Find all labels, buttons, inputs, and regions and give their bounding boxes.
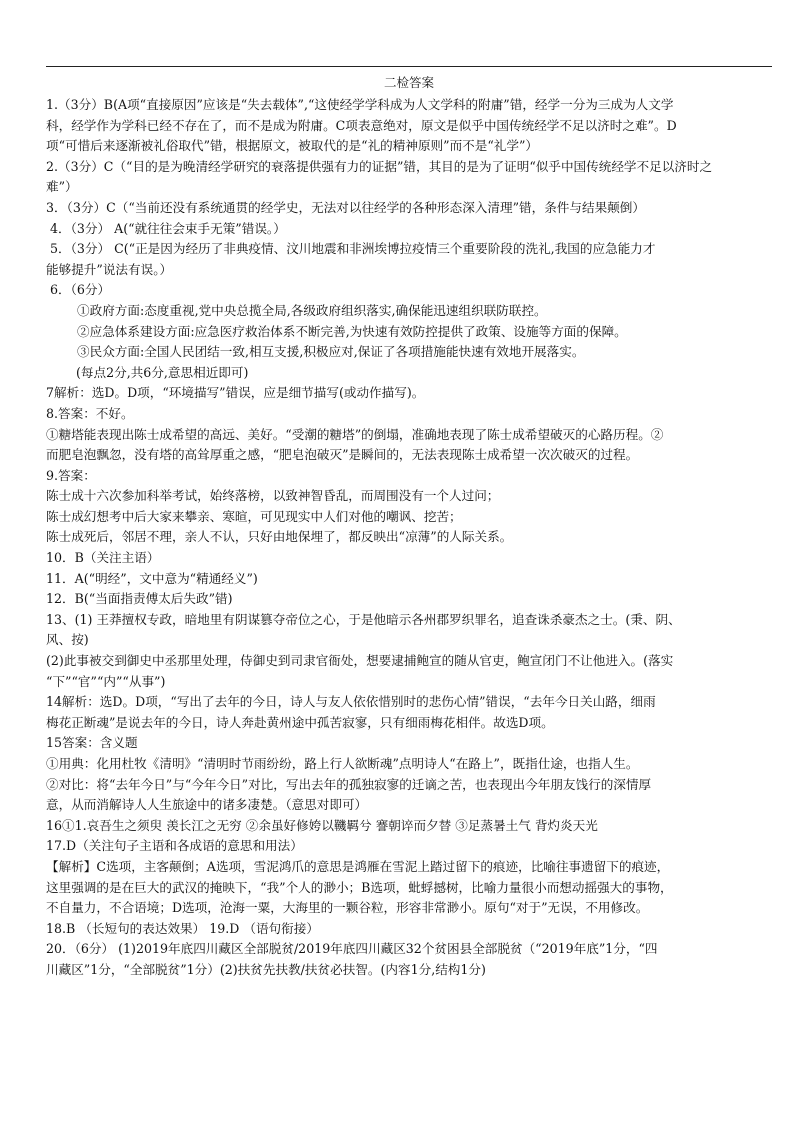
answer-line: 这里强调的是在巨大的武汉的掩映下，“我”个人的渺小；B选项，蚍蜉撼树，比喻力量很小而想动摇强大的事物， [46, 879, 673, 895]
answer-line: 难”） [46, 179, 78, 195]
top-rule [46, 66, 772, 67]
answer-body [46, 95, 772, 981]
answer-line: 4．（3分） A(“就往往会束手无策”错误。） [50, 220, 286, 236]
answer-line: 11．A(“明经”，文中意为“精通经义”) [46, 570, 258, 586]
document-title: 二检答案 [383, 75, 434, 90]
answer-line: 17.D（关注句子主语和各成语的意思和用法） [46, 838, 303, 854]
answer-line: 陈士成幻想考中后大家来攀亲、寒暄，可见现实中人们对他的嘲讽、挖苦； [46, 508, 462, 524]
answer-line: 2.（3分）C（“目的是为晚清经学研究的衰落提供强有力的证据”错，其目的是为了证明“似乎中国传统经学不足以济时之 [46, 158, 713, 174]
answer-line: ①政府方面:态度重视,党中央总揽全局,各级政府组织落实,确保能迅速组织联防联控。 [77, 302, 547, 318]
answer-line: 科，经学作为学科已经不存在了，而不是成为附庸。C项表意绝对，原文是似乎中国传统经学不足以济时之难”。D [46, 117, 677, 133]
answer-line: (每点2分,共6分,意思相近即可) [76, 364, 249, 380]
answer-line: 梅花正断魂”是说去年的今日，诗人奔赴黄州途中孤苦寂寥，只有细雨梅花相伴。故选D项。 [46, 714, 554, 730]
answer-line: ②应急体系建设方面:应急医疗救治体系不断完善,为快速有效防控提供了政策、设施等方面的保障。 [77, 323, 627, 339]
answer-line: 15答案：含义题 [46, 735, 138, 751]
answer-line: 项“可惜后来逐渐被礼俗取代”错，根据原文，被取代的是“礼的精神原则”而不是“礼学”） [46, 138, 539, 154]
answer-line: 3．（3分）C（“当前还没有系统通贯的经学史，无法对以往经学的各种形态深入清理”错，条件与结果颠倒） [46, 199, 645, 215]
answer-line: 10．B（关注主语） [46, 550, 160, 566]
answer-line: 不自量力，不合语境；D选项，沧海一粟，大海里的一颗谷粒，形容非常渺小。原句“对于”无误，不用修改。 [46, 900, 649, 916]
answer-line: 陈士成十六次参加科举考试，始终落榜，以致神智昏乱，而周围没有一个人过问； [46, 488, 500, 504]
answer-line: ③民众方面:全国人民团结一致,相互支援,积极应对,保证了各项措施能快速有效地开展落实。 [77, 344, 585, 360]
answer-line: 风、按) [46, 632, 89, 648]
answer-line: 而肥皂泡飘忽，没有塔的高耸厚重之感，“肥皂泡破灭”是瞬间的，无法表现陈士成希望一次次破灭的过程。 [46, 447, 639, 463]
answer-line: ②对比：将“去年今日”与“今年今日”对比，写出去年的孤独寂寥的迁谪之苦，也表现出今年朋友饯行的深情厚 [46, 776, 652, 792]
answer-line: 川藏区”1分，“全部脱贫”1分）(2)扶贫先扶教/扶贫必扶智。(内容1分,结构1分) [46, 961, 486, 977]
answer-line: 16①1.哀吾生之须臾 羡长江之无穷 ②余虽好修姱以鞿羁兮 謇朝谇而夕替 ③足蒸暑土气 背灼炎天光 [46, 817, 598, 833]
answer-line: 13、(1) 王莽擅权专政，暗地里有阴谋篡夺帝位之心，于是他暗示各州郡罗织罪名，追查诛杀豪杰之士。(秉、阴、 [46, 611, 681, 627]
answer-line: 18.B （长短句的表达效果） 19.D （语句衔接） [46, 920, 319, 936]
answer-line: 5．（3分） C(“正是因为经历了非典疫情、汶川地震和非洲埃博拉疫情三个重要阶段的洗礼,我国的应急能力才 [50, 241, 656, 257]
answer-line: ①糖塔能表现出陈士成希望的高远、美好。“受潮的糖塔”的倒塌，准确地表现了陈士成希望破灭的心路历程。② [46, 426, 664, 442]
answer-line: 12．B(“当面指责傅太后失政”错) [46, 591, 233, 607]
answer-line: (2)此事被交到御史中丞那里处理，侍御史到司隶官衙处，想要逮捕鲍宣的随从官吏，鲍宣闭门不让他进入。(落实 [46, 653, 674, 669]
answer-line: “下”“官”“内”“从事”) [46, 673, 166, 689]
answer-line: 7解析：选D。D项，“环境描写”错误，应是细节描写(或动作描写)。 [46, 385, 425, 401]
answer-line: 14解析：选D。D项，“写出了去年的今日，诗人与友人依依惜别时的悲伤心情”错误，“去年今日关山路，细雨 [46, 694, 656, 710]
answer-line: ①用典：化用杜牧《清明》“清明时节雨纷纷，路上行人欲断魂”点明诗人“在路上”，既指仕途，也指人生。 [46, 756, 639, 771]
answer-line: 9.答案： [46, 467, 96, 483]
answer-line: 1.（3分）B(A项“直接原因”应该是“失去载体”,“这使经学学科成为人文学科的附庸”错，经学一分为三成为人文学 [46, 97, 674, 112]
answer-line: 陈士成死后，邻居不理，亲人不认，只好由地保埋了，都反映出“凉薄”的人际关系。 [46, 529, 513, 545]
answer-line: 8.答案：不好。 [46, 405, 134, 421]
answer-line: 20．（6分） (1)2019年底四川藏区全部脱贫/2019年底四川藏区32个贫困县全部脱贫（“2019年底”1分，“四 [46, 941, 658, 957]
answer-line: 6．（6分） [50, 282, 111, 298]
answer-page [46, 66, 772, 981]
answer-line: 能够提升”说法有误。） [46, 261, 173, 277]
answer-line: 【解析】C选项，主客颠倒；A选项，雪泥鸿爪的意思是鸿雁在雪泥上踏过留下的痕迹，比喻往事遗留下的痕迹， [46, 858, 670, 874]
answer-line: 意，从而消解诗人人生旅途中的诸多凄楚。（意思对即可） [46, 797, 368, 813]
